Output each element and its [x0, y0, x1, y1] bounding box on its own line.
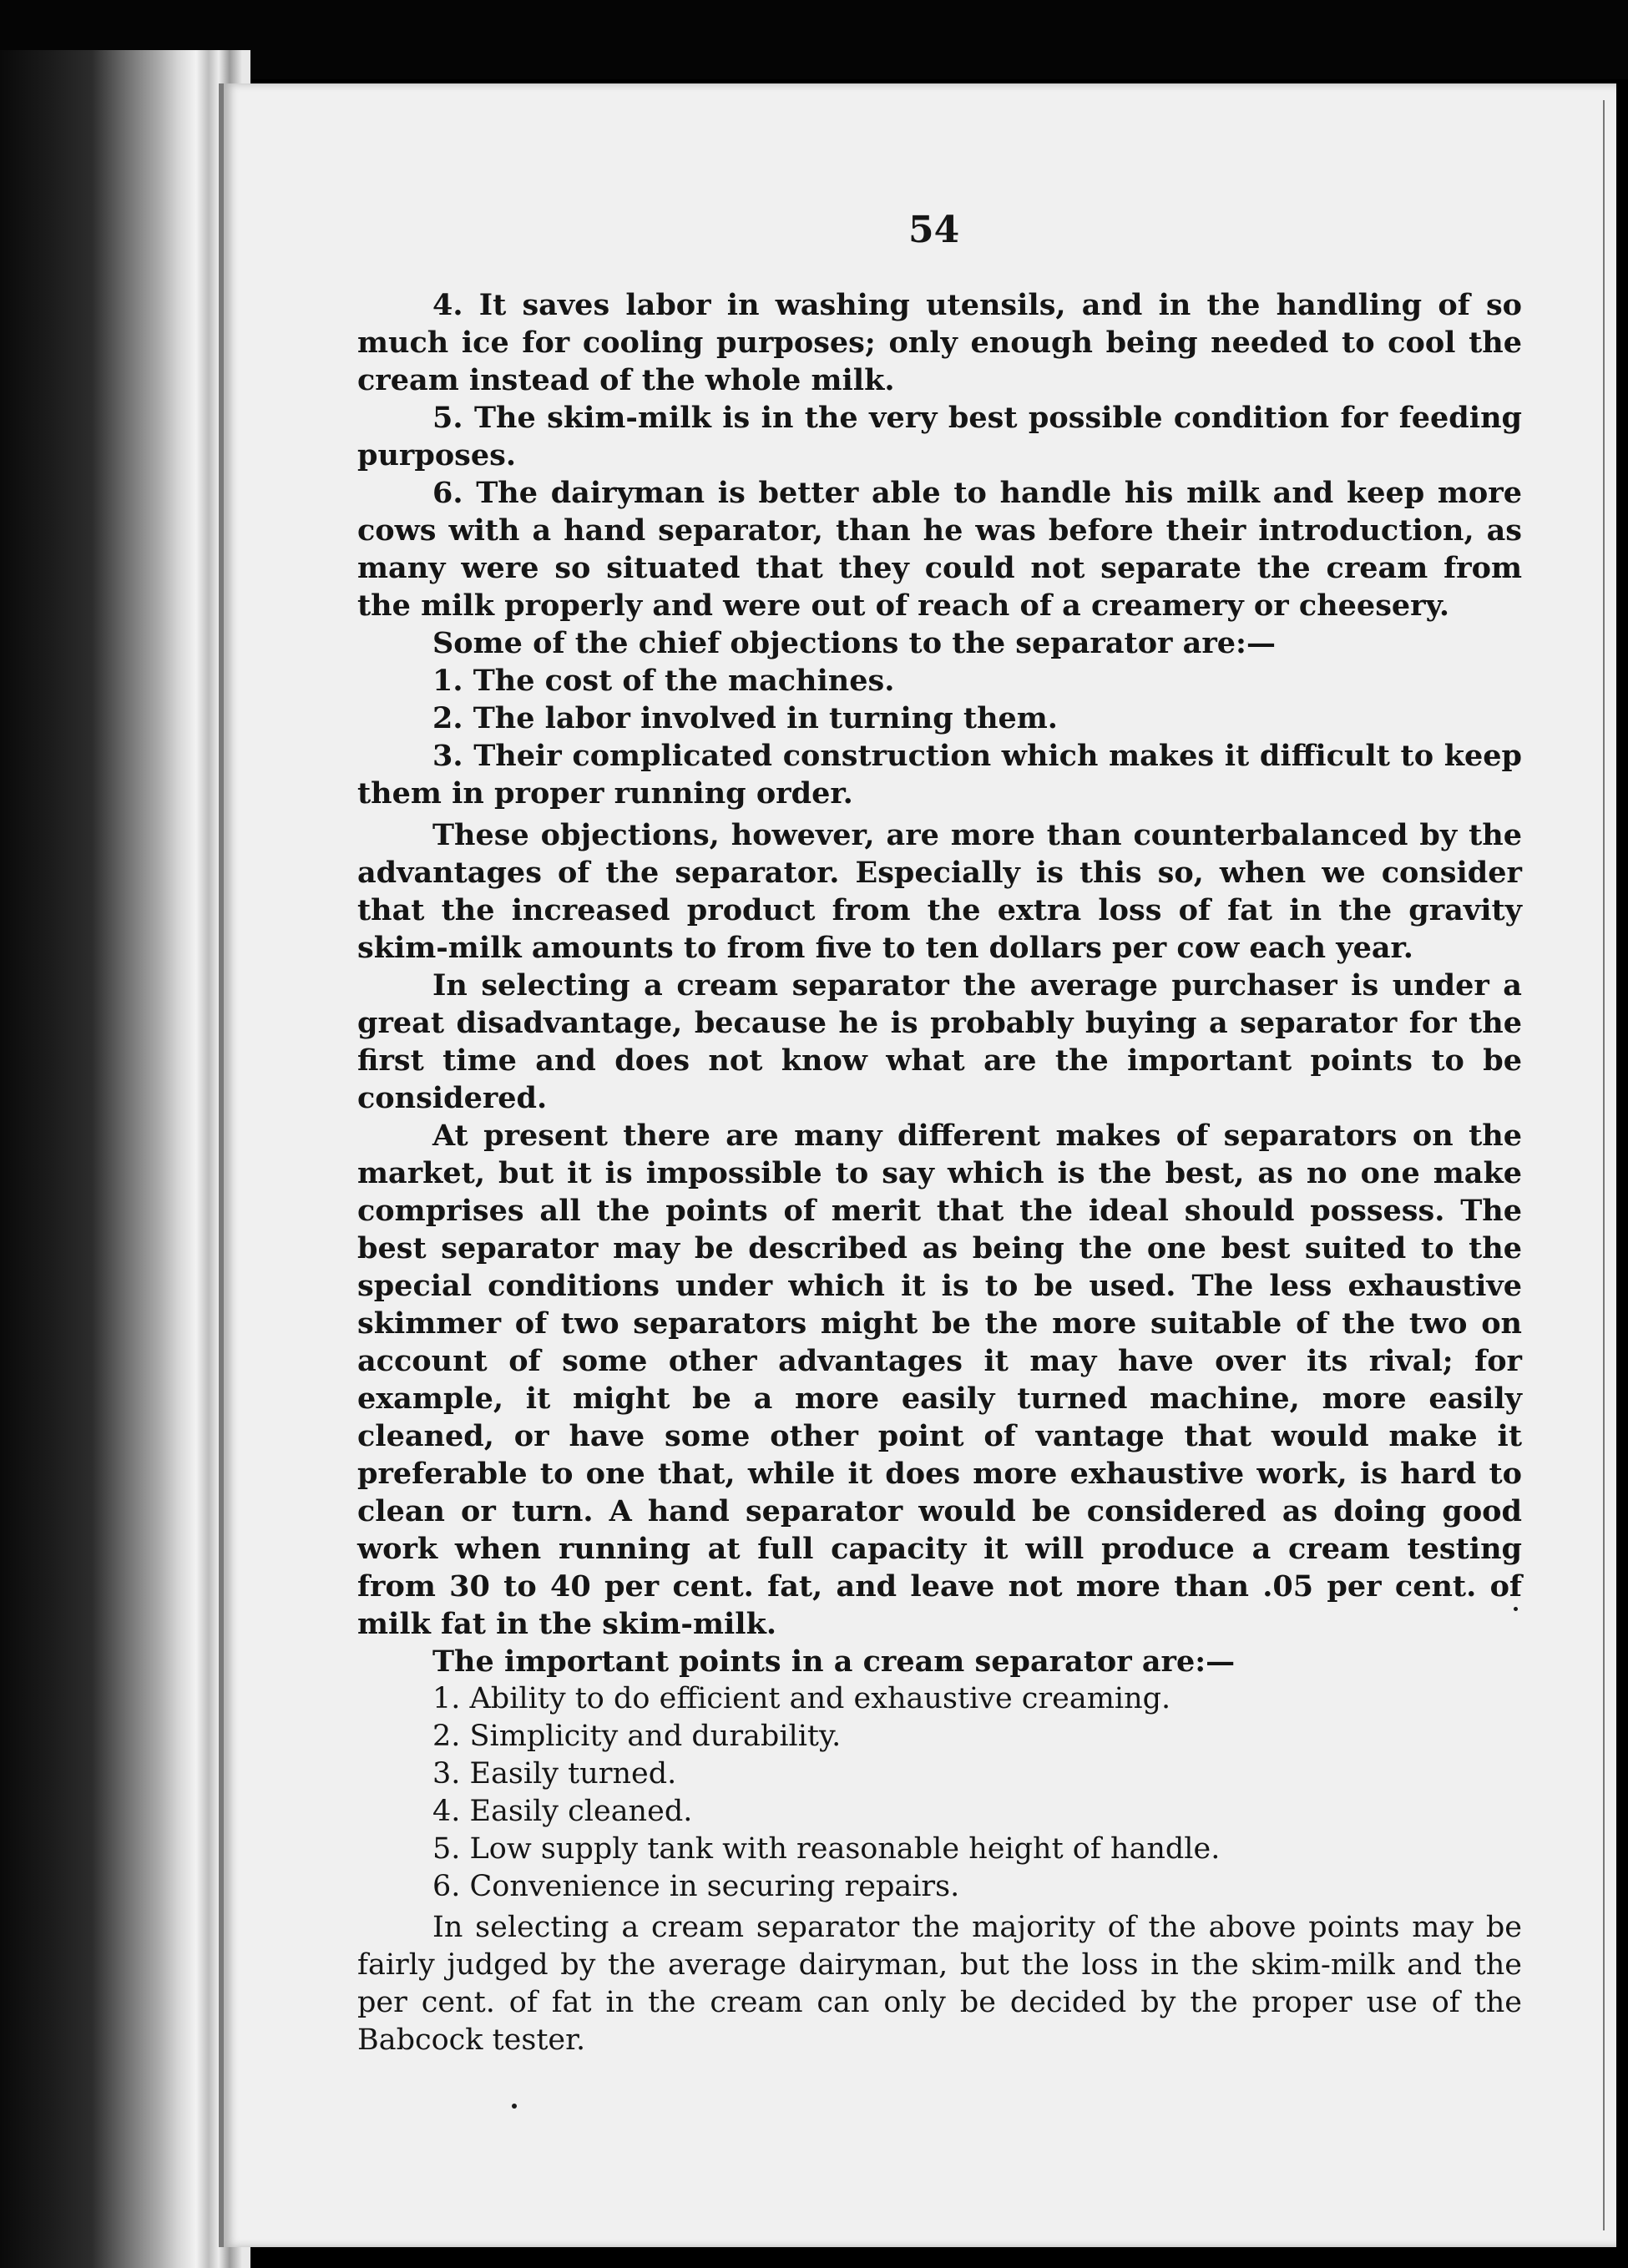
page-edges	[0, 50, 250, 2268]
closing-paragraph: In selecting a cream separator the majority of the above points may be fairly judged by the average dairyman, but the loss in the skim-milk and the per cent. of fat in the cream can only be decided by the proper use of the Babcock tester.	[357, 1911, 1522, 2057]
ink-speck	[1514, 1607, 1518, 1611]
ink-speck	[512, 2104, 517, 2109]
page-body	[357, 286, 1522, 2059]
list-item: 1. The cost of the machines.	[432, 664, 895, 698]
paragraph: In selecting a cream separator the average purchaser is under a great disadvantage, because he is probably buying a separator for the first time and does not know what are the important points to be considered.	[357, 968, 1522, 1115]
paragraph: Some of the chief objections to the separator are:—	[432, 626, 1276, 660]
paragraph: 6. The dairyman is better able to handle his milk and keep more cows with a hand separator, than he was before their introduction, as many were so situated that they could not separate the cream from the milk properly and were out of reach of a creamery or cheesery.	[357, 476, 1522, 623]
book-page	[219, 83, 1616, 2247]
paragraph: 5. The skim-milk is in the very best possible condition for feeding purposes.	[357, 401, 1522, 472]
list-item: 1. Ability to do efficient and exhaustive creaming.	[432, 1682, 1171, 1715]
list-item: 4. Easily cleaned.	[432, 1795, 693, 1828]
paragraph: The important points in a cream separator are:—	[432, 1644, 1236, 1679]
list-item: 5. Low supply tank with reasonable height of handle.	[432, 1832, 1221, 1866]
list-item: 2. Simplicity and durability.	[432, 1720, 842, 1753]
list-item: 2. The labor involved in turning them.	[432, 701, 1058, 735]
paragraph: These objections, however, are more than counterbalanced by the advantages of the separator. Especially is this so, when we consider that the increased product from the extra loss of fat in the gravity skim-milk amounts to from five to ten dollars per cow each year.	[357, 818, 1522, 965]
list-item: 3. Their complicated construction which makes it difficult to keep them in proper running order.	[357, 739, 1522, 811]
page-right-edge	[1603, 100, 1605, 2230]
paragraph: 4. It saves labor in washing utensils, and in the handling of so much ice for cooling purposes; only enough being needed to cool the cream instead of the whole milk.	[357, 288, 1522, 397]
advantages-section	[357, 286, 1522, 1117]
paragraph: At present there are many different makes of separators on the market, but it is impossible to say which is the best, as no one make comprises all the points of merit that the ideal should possess. The best separator may be described as being the one best suited to the special conditions under which it is to be used. The less exhaustive skimmer of two separators might be the more suitable of the two on account of some other advantages it may have over its rival; for example, it might be a more easily turned machine, more easily cleaned, or have some other point of vantage that would make it preferable to one that, while it does more exhaustive work, is hard to clean or turn. A hand separator would be considered as doing good work when running at full capacity it will produce a cream testing from 30 to 40 per cent. fat, and leave not more than .05 per cent. of milk fat in the skim-milk.	[357, 1119, 1522, 1641]
page-number: 54	[908, 209, 960, 251]
points-list	[357, 1680, 1522, 1906]
list-item: 6. Convenience in securing repairs.	[432, 1870, 960, 1903]
list-item: 3. Easily turned.	[432, 1757, 677, 1791]
separator-section	[357, 1117, 1522, 1680]
